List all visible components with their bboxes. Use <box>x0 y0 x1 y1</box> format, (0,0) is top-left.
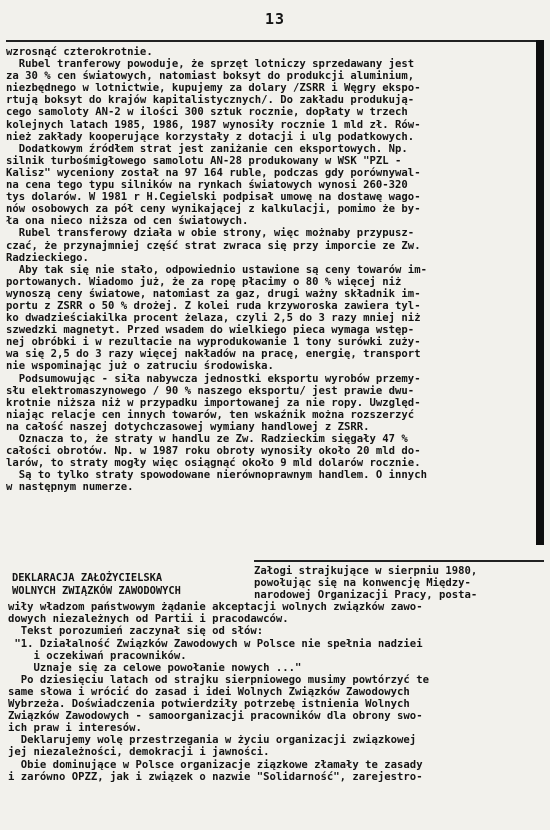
text-line: za 30 % cen światowych, natomiast boksyt do produkcji aluminium, <box>6 70 415 83</box>
text-line: Podsumowując - siła nabywcza jednostki eksportu wyrobów przemy- <box>6 372 421 385</box>
text-line: nej obróbki i w rezultacie na wyprodukowanie 1 tony surówki zużу- <box>6 336 421 349</box>
text-line: wzrosnąć czterokrotnie. <box>6 46 153 58</box>
text-line: portu z ZSRR o 50 % drożej. Z kolei ruda krzyworoska zawiera tyl- <box>6 299 421 312</box>
paragraph <box>6 46 526 143</box>
declaration-intro-line: narodowej Organizacji Pracy, posta- <box>254 589 478 602</box>
text-line: Aby tak się nie stało, odpowiednio ustawione są ceny towarów im- <box>6 263 427 276</box>
text-line: Są to tylko straty spowodowane nierównoprawnym handlem. O innych <box>6 469 427 482</box>
text-line: Rubel transferowy działa w obie strony, więc możnaby przypusz- <box>6 227 415 240</box>
text-line: Radzieckiego. <box>6 251 89 264</box>
text-line: niając relacje cen innych towarów, ten wskaźnik można rozszerzyć <box>6 408 415 421</box>
text-line: szwedzki magnetyt. Przed wsadem do wielkiego pieca wymaga wstęp- <box>6 324 415 337</box>
declaration-line: jej niezależności, demokracji i jawności. <box>8 746 270 759</box>
paragraph <box>6 373 526 433</box>
declaration-line: same słowa i wrócić do zasad i idei Wolnych Związków Zawodowych <box>8 685 410 698</box>
paragraph <box>6 143 526 228</box>
page-number: 13 <box>264 10 286 28</box>
paragraph <box>6 433 526 493</box>
text-line: rtują boksyt do krajów kapitalistycznych/. Do zakładu produkują- <box>6 94 415 107</box>
declaration-line: wiły władzom państwowym żądanie akceptacji wolnych związków zawo- <box>8 601 423 614</box>
declaration-line: i zarówno OPZZ, jak i związek o nazwie "Solidarność", zarejestro- <box>8 770 423 783</box>
declaration-line: Obie dominujące w Polsce organizacje ziązkowe złamały te zasady <box>8 758 423 771</box>
declaration-divider <box>254 560 544 562</box>
text-line: wynoszą ceny światowe, natomiast za gaz, drugi ważny składnik im- <box>6 287 421 300</box>
declaration-intro-line: Załogi strajkujące w sierpniu 1980, <box>254 565 478 577</box>
text-line: całości obrotów. Np. w 1987 roku obroty wynosiły około 20 mld do- <box>6 445 421 458</box>
text-line: larów, to straty mogły więc osiągnąć około 9 mld dolarów rocznie. <box>6 457 421 470</box>
declaration-line: Uznaje się za celowe powołanie nowych ..." <box>8 661 302 674</box>
article-body <box>6 46 526 493</box>
text-line: silnik turbośmigłowego samolotu AN-28 produkowany w WSK "PZL - <box>6 154 402 167</box>
text-line: Rubel tranferowy powoduje, że sprzęt lotniczy sprzedawany jest <box>6 58 415 71</box>
declaration-line: Wybrzeża. Doświadczenia potwierdziły potrzebę istnienia Wolnych <box>8 698 410 711</box>
declaration-line: ich praw i interesów. <box>8 722 142 735</box>
text-line: słu elektromaszynowego / 90 % naszego eksportu/ jest prawie dwu- <box>6 384 415 397</box>
text-line: portowanych. Wiadomo już, że za ropę płacimy o 80 % więcej niż <box>6 275 402 288</box>
declaration-line: Związków Zawodowych - samoorganizacji pracowników dla obrony swo- <box>8 710 423 723</box>
paragraph <box>6 264 526 373</box>
declaration-title-line: DEKLARACJA ZAŁOŻYCIELSKA <box>12 572 163 584</box>
declaration-line: Deklarujemy wolę przestrzegania w życiu organizacji związkowej <box>8 734 417 747</box>
text-line: tys dolarów. W 1981 r H.Cegielski podpisał umowę na dostawę wago- <box>6 191 421 204</box>
text-line: Kalisz" wyceniony został na 97 164 ruble, podczas gdy porównywal- <box>6 166 421 179</box>
text-line: krotnie niższa niż w przypadku importowanej za nie ropy. Uwzględ- <box>6 396 421 409</box>
text-line: nów osobowych za pół ceny wynikającej z kalkulacji, pomimo że by- <box>6 203 421 216</box>
declaration-intro-line: powołując się na konwencję Między- <box>254 577 471 590</box>
text-line: kolejnych latach 1985, 1986, 1987 wynosiły rocznie 1 mld zł. Rów- <box>6 118 421 131</box>
text-line: nie wspominając już o zatruciu środowiska. <box>6 360 274 373</box>
text-line: cego samoloty AN-2 w ilości 300 sztuk rocznie, dopłaty w trzech <box>6 106 408 119</box>
text-line: w następnym numerze. <box>6 481 134 494</box>
text-line: wa się 2,5 do 3 razy więcej nakładów na pracę, energię, transport <box>6 348 421 361</box>
text-line: na cena tego typu silników na rynkach światowych wynosi 260-320 <box>6 179 408 192</box>
declaration-line: Tekst porozumień zaczynał się od słów: <box>8 625 264 638</box>
paragraph <box>6 227 526 263</box>
text-line: ła ona nieco niższa od cen światowych. <box>6 215 249 228</box>
declaration-line: dowych niezależnych od Partii i pracodawców. <box>8 613 289 626</box>
text-line: niezbędnego w lotnictwie, kupujemy za dolary /ZSRR i Węgry ekspo- <box>6 82 421 95</box>
declaration-title-line: WOLNYCH ZWIĄZKÓW ZAWODOWYCH <box>12 584 181 597</box>
text-line: czać, że przynajmniej część strat zwraca się przy imporcie ze Zw. <box>6 239 421 252</box>
text-line: Oznacza to, że straty w handlu ze Zw. Radzieckim sięgały 47 % <box>6 433 408 445</box>
declaration-line: i oczekiwań pracowników. <box>8 649 187 662</box>
declaration-line: "1. Działalność Związków Zawodowych w Polsce nie spełnia nadziei <box>8 637 423 650</box>
text-line: nież zakłady kooperujące korzystały z dotacji i ulg podatkowych. <box>6 130 415 143</box>
declaration-line: Po dziesięciu latach od strajku sierpniowego musimy powtórzyć te <box>8 673 429 686</box>
text-line: na całość naszej dotychczasowej wymiany handlowej z ZSRR. <box>6 420 370 433</box>
text-line: Dodatkowym źródłem strat jest zaniżanie cen eksportowych. Np. <box>6 142 408 155</box>
top-divider <box>6 40 544 42</box>
margin-bar <box>536 40 544 545</box>
text-line: ko dwadzieściakilka procent żelaza, czyli 2,5 do 3 razy mniej niż <box>6 312 421 325</box>
declaration-body <box>8 565 540 783</box>
